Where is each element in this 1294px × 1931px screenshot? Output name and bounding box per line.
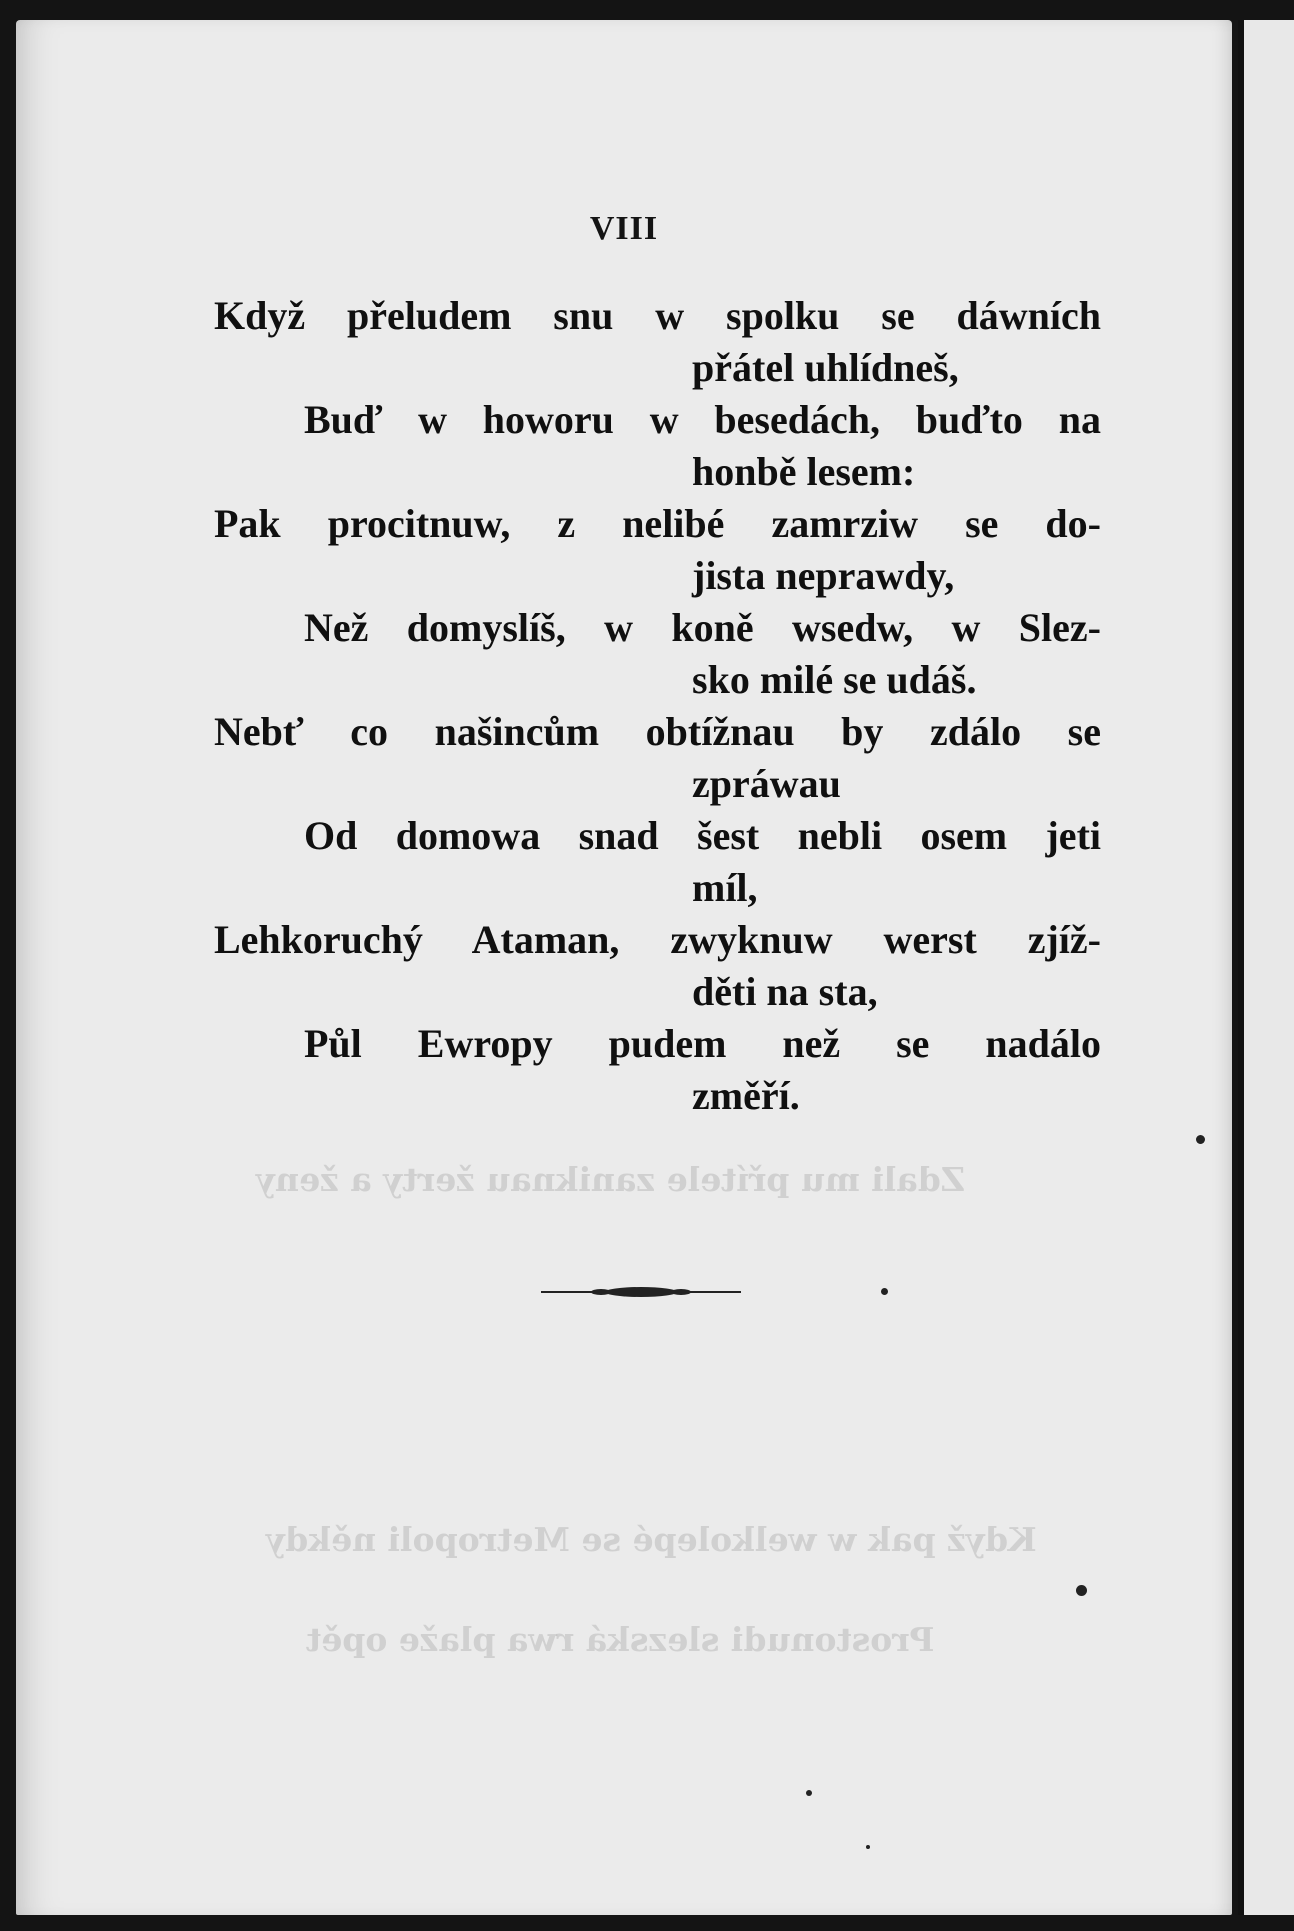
poem-line-continuation: jista neprawdy, [692, 553, 955, 598]
book-page [16, 20, 1232, 1915]
ink-speck [1076, 1585, 1087, 1596]
poem-line-continuation: přátel uhlídneš, [692, 345, 959, 390]
poem-line-continuation: sko milé se udáš. [692, 657, 977, 702]
poem-line: Od domowa snad šest nebli osem jeti [304, 813, 1101, 858]
poem-line: Pak procitnuw, z nelibé zamrziw se do- [214, 501, 1101, 546]
ink-speck [866, 1845, 870, 1849]
poem-line: Než domyslíš, w koně wsedw, w Slez- [304, 605, 1101, 650]
poem-line-continuation: děti na sta, [692, 969, 878, 1014]
poem-line: Když přeludem snu w spolku se dáwních [214, 293, 1101, 338]
poem-line: Buď w howoru w besedách, buďto na [304, 397, 1101, 442]
poem-line-continuation: zpráwau [692, 761, 841, 806]
poem-line: Nebť co našincům obtížnau by zdálo se [214, 709, 1101, 754]
page-number: VIII [589, 210, 659, 247]
ink-speck [881, 1288, 888, 1295]
poem-line-continuation: míl, [692, 865, 758, 910]
ink-speck [1196, 1135, 1205, 1144]
bleed-through-line: Když pak w welkolepé se Metropoli někdy [266, 1520, 1037, 1559]
ornamental-rule-icon [541, 1282, 741, 1302]
bleed-through-line: Prostonudi slezská rwa plaže opět [306, 1620, 935, 1659]
poem-line: Lehkoruchý Ataman, zwyknuw werst zjíž- [214, 917, 1101, 962]
poem-line: Půl Ewropy pudem než se nadálo [304, 1021, 1101, 1066]
poem-line-continuation: honbě lesem: [692, 449, 916, 494]
adjacent-page-edge [1238, 20, 1294, 1915]
poem-text [214, 290, 1101, 1122]
ink-speck [806, 1790, 812, 1796]
bleed-through-line: Zdali mu přítele zaniknau žerty a ženy [256, 1160, 965, 1199]
poem-line-continuation: změří. [692, 1073, 800, 1118]
